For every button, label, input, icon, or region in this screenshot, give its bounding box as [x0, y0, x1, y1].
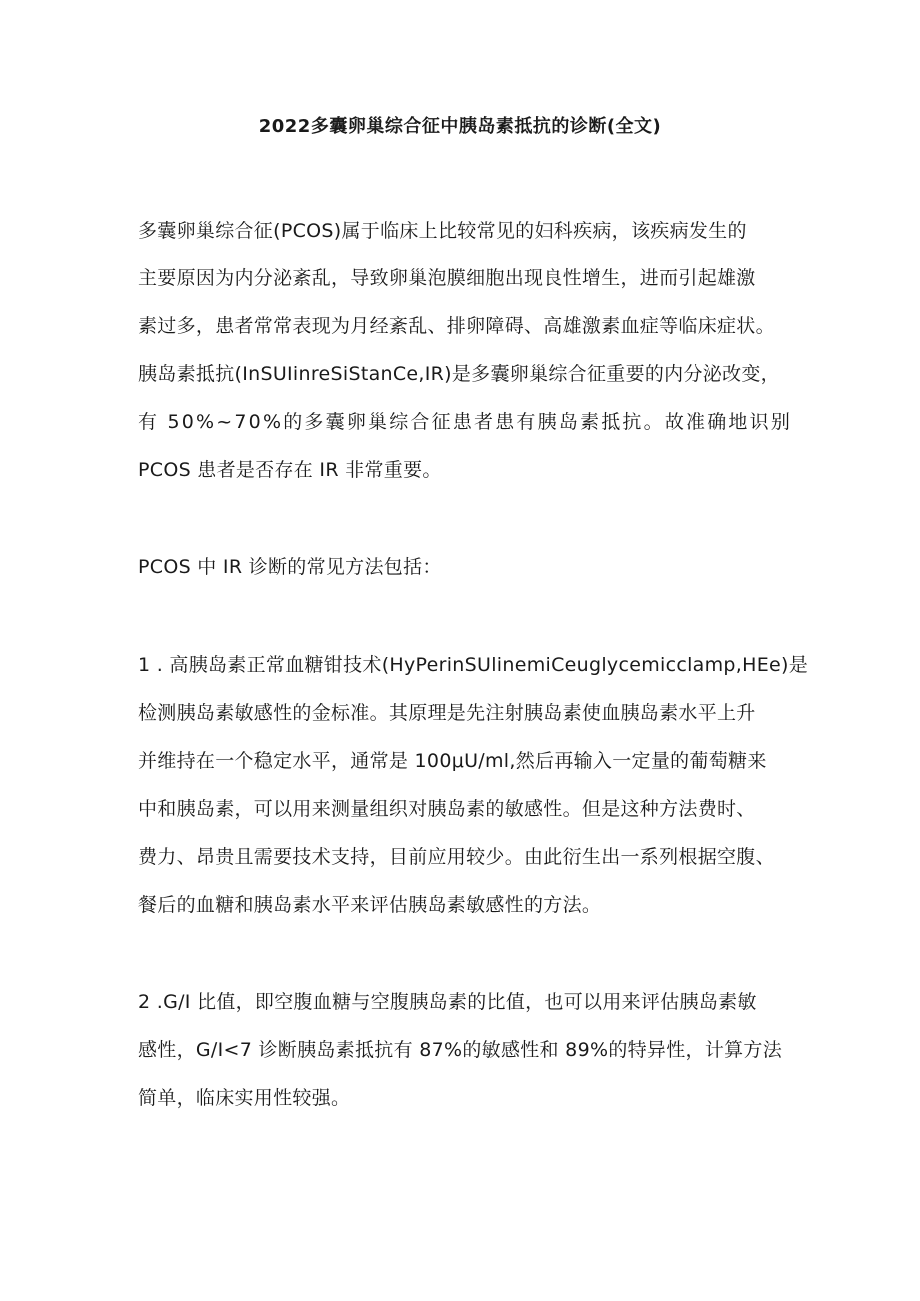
paragraph-4-line-3: 简单，临床实用性较强。	[138, 1087, 351, 1109]
document-title: 2022多囊卵巢综合征中胰岛素抵抗的诊断(全文)	[258, 116, 662, 137]
paragraph-3-line-2: 检测胰岛素敏感性的金标准。其原理是先注射胰岛素使血胰岛素水平上升	[138, 702, 756, 724]
paragraph-3-line-1: 1 . 高胰岛素正常血糖钳技术(HyPerinSUlinemiCeuglycemicclamp,HEe)是	[138, 654, 809, 676]
paragraph-3-line-4: 中和胰岛素，可以用来测量组织对胰岛素的敏感性。但是这种方法费时、	[138, 798, 756, 820]
paragraph-4-line-1: 2 .G/I 比值，即空腹血糖与空腹胰岛素的比值，也可以用来评估胰岛素敏	[138, 991, 757, 1013]
paragraph-1-line-6: PCOS 患者是否存在 IR 非常重要。	[138, 459, 442, 481]
paragraph-1-line-5: 有 50%~70%的多囊卵巢综合征患者患有胰岛素抵抗。故准确地识别	[138, 411, 793, 433]
paragraph-1-line-1: 多囊卵巢综合征(PCOS)属于临床上比较常见的妇科疾病，该疾病发生的	[138, 220, 747, 242]
paragraph-1-line-4: 胰岛素抵抗(InSUIinreSiStanCe,IR)是多囊卵巢综合征重要的内分泌改变，	[138, 363, 780, 385]
paragraph-3-line-3: 并维持在一个稳定水平，通常是 100μU∕ml,然后再输入一定量的葡萄糖来	[138, 750, 767, 772]
paragraph-4-line-2: 感性，G∕I<7 诊断胰岛素抵抗有 87%的敏感性和 89%的特异性，计算方法	[138, 1039, 783, 1061]
paragraph-1-line-2: 主要原因为内分泌紊乱，导致卵巢泡膜细胞出现良性增生，进而引起雄激	[138, 267, 756, 289]
paragraph-3-line-5: 费力、昂贵且需要技术支持，目前应用较少。由此衍生出一系列根据空腹、	[138, 846, 775, 868]
paragraph-3-line-6: 餐后的血糖和胰岛素水平来评估胰岛素敏感性的方法。	[138, 894, 602, 916]
paragraph-1-line-3: 素过多，患者常常表现为月经紊乱、排卵障碍、高雄激素血症等临床症状。	[138, 315, 775, 337]
paragraph-2-line-1: PCOS 中 IR 诊断的常见方法包括：	[138, 556, 442, 578]
